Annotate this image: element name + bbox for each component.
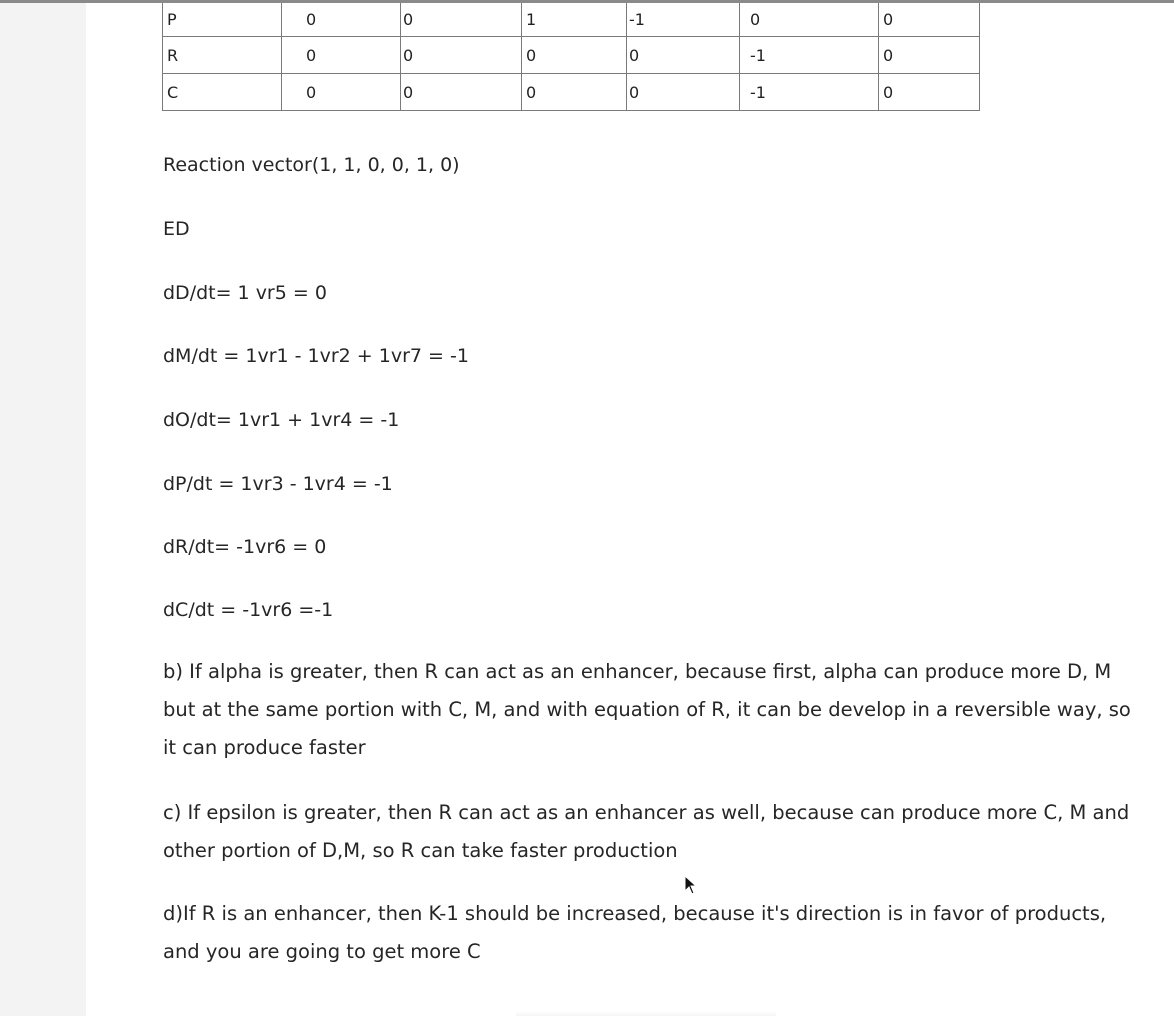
table-cell: 0 (627, 74, 740, 111)
answer-c: c) If epsilon is greater, then R can act as an enhancer as well, because can produce more C, M and other portion of D,M, so R can take faster production (163, 801, 1130, 862)
row-label: R (163, 37, 282, 74)
table-row (163, 37, 980, 74)
row-label: C (163, 74, 282, 111)
table-cell: 0 (627, 37, 740, 74)
table-cell: 0 (401, 3, 522, 37)
equation-dC: dC/dt = -1vr6 =-1 (163, 599, 334, 621)
table-cell: 1 (522, 3, 627, 37)
equation-dD: dD/dt= 1 vr5 = 0 (163, 282, 327, 304)
equation-dP: dP/dt = 1vr3 - 1vr4 = -1 (163, 473, 393, 495)
table-cell: -1 (740, 37, 879, 74)
answer-b: b) If alpha is greater, then R can act as an enhancer, because first, alpha can produce more D, M but at the same portion with C, M, and with equation of R, it can be develop in a reversible way, so it can produce faster (163, 660, 1131, 759)
equation-dR: dR/dt= -1vr6 = 0 (163, 536, 327, 558)
reaction-vector-text: Reaction vector(1, 1, 0, 0, 1, 0) (163, 154, 460, 176)
table-cell: 0 (282, 3, 401, 37)
table-cell: 0 (401, 37, 522, 74)
row-label: P (163, 3, 282, 37)
table-cell: 0 (740, 3, 879, 37)
table-cell: -1 (740, 74, 879, 111)
equation-dO: dO/dt= 1vr1 + 1vr4 = -1 (163, 409, 400, 431)
table-cell: 0 (879, 37, 980, 74)
table-row (163, 74, 980, 111)
table-cell: 0 (401, 74, 522, 111)
stoichiometry-table (162, 3, 980, 111)
left-gutter (0, 3, 86, 1016)
equation-dM: dM/dt = 1vr1 - 1vr2 + 1vr7 = -1 (163, 345, 469, 367)
table-cell: 0 (282, 37, 401, 74)
table-cell: 0 (522, 74, 627, 111)
table-cell: 0 (282, 74, 401, 111)
scroll-shadow (516, 1011, 776, 1016)
table-cell: 0 (522, 37, 627, 74)
table-cell: 0 (879, 74, 980, 111)
mouse-cursor-icon (684, 875, 698, 895)
table-cell: 0 (879, 3, 980, 37)
document-page (86, 3, 1174, 1016)
table-row (163, 3, 980, 37)
section-label: ED (163, 218, 190, 240)
table-cell: -1 (627, 3, 740, 37)
answer-d: d)If R is an enhancer, then K-1 should be increased, because it's direction is in favor of products, and you are going to get more C (163, 902, 1107, 963)
